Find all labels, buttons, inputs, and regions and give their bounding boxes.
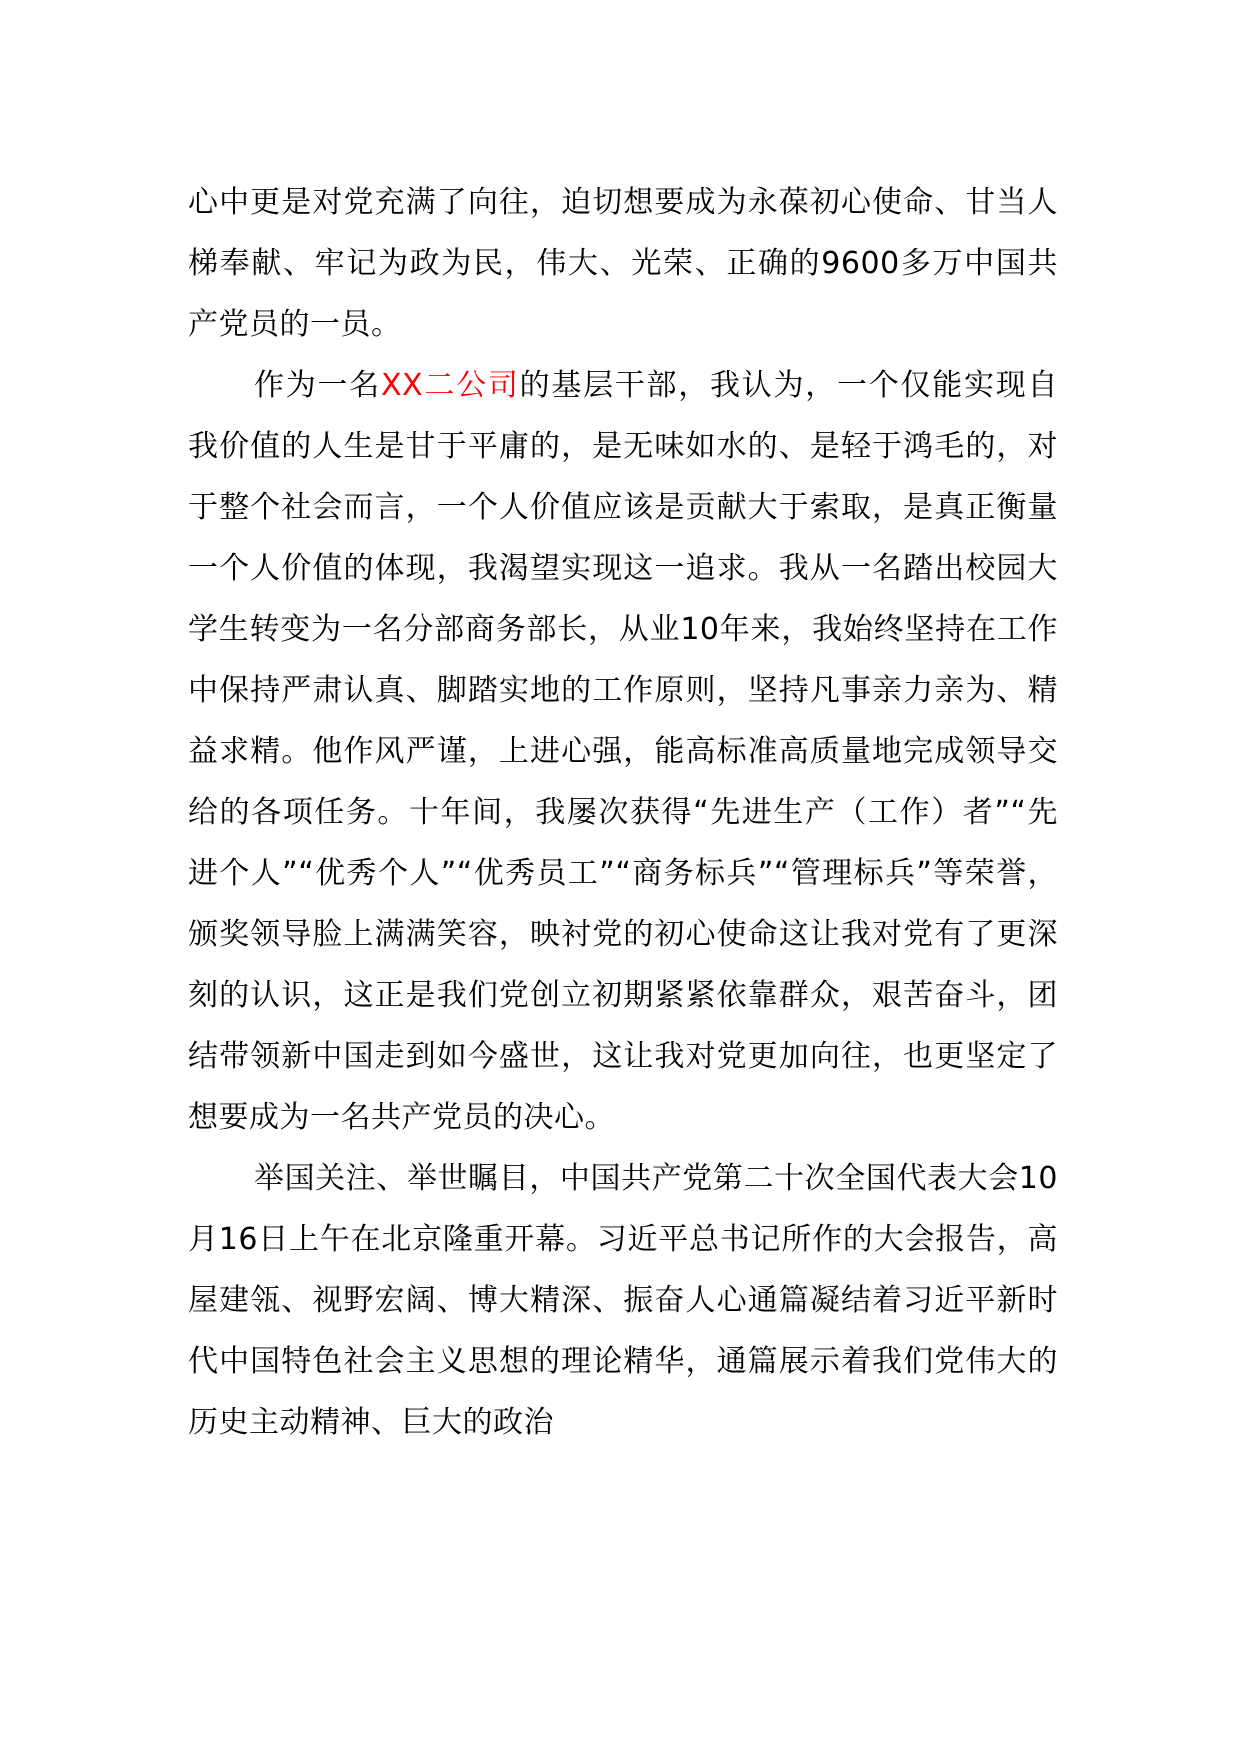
company-name-highlight: XX二公司 — [380, 368, 520, 403]
body-text — [188, 172, 1058, 1453]
paragraph-text: 举国关注、举世瞩目，中国共产党第二十次全国代表大会10月16日上午在北京隆重开幕。习近平总书记所作的大会报告，高屋建瓴、视野宏阔、博大精深、振奋人心通篇凝结着习近平新时代中国特色社会主义思想的理论精华，通篇展示着我们党伟大的历史主动精神、巨大的政治 — [188, 1161, 1058, 1440]
paragraph-text: 心中更是对党充满了向往，迫切想要成为永葆初心使命、甘当人梯奉献、牢记为政为民，伟大、光荣、正确的9600多万中国共产党员的一员。 — [188, 185, 1058, 342]
paragraph-continuation — [188, 172, 1058, 355]
paragraph-career — [188, 355, 1058, 1148]
paragraph-text-lead: 作为一名 — [254, 368, 381, 403]
paragraph-text-rest: 的基层干部，我认为，一个仅能实现自我价值的人生是甘于平庸的，是无味如水的、是轻于鸿毛的，对于整个社会而言，一个人价值应该是贡献大于索取，是真正衡量一个人价值的体现，我渴望实现这一追求。我从一名踏出校园大学生转变为一名分部商务部长，从业10年来，我始终坚持在工作中保持严肃认真、脚踏实地的工作原则，坚持凡事亲力亲为、精益求精。他作风严谨，上进心强，能高标准高质量地完成领导交给的各项任务。十年间，我屡次获得“先进生产（工作）者”“先进个人”“优秀个人”“优秀员工”“商务标兵”“管理标兵”等荣誉，颁奖领导脸上满满笑容，映衬党的初心使命这让我对党有了更深刻的认识，这正是我们党创立初期紧紧依靠群众，艰苦奋斗，团结带领新中国走到如今盛世，这让我对党更加向往，也更坚定了想要成为一名共产党员的决心。 — [188, 368, 1059, 1135]
paragraph-congress — [188, 1148, 1058, 1453]
